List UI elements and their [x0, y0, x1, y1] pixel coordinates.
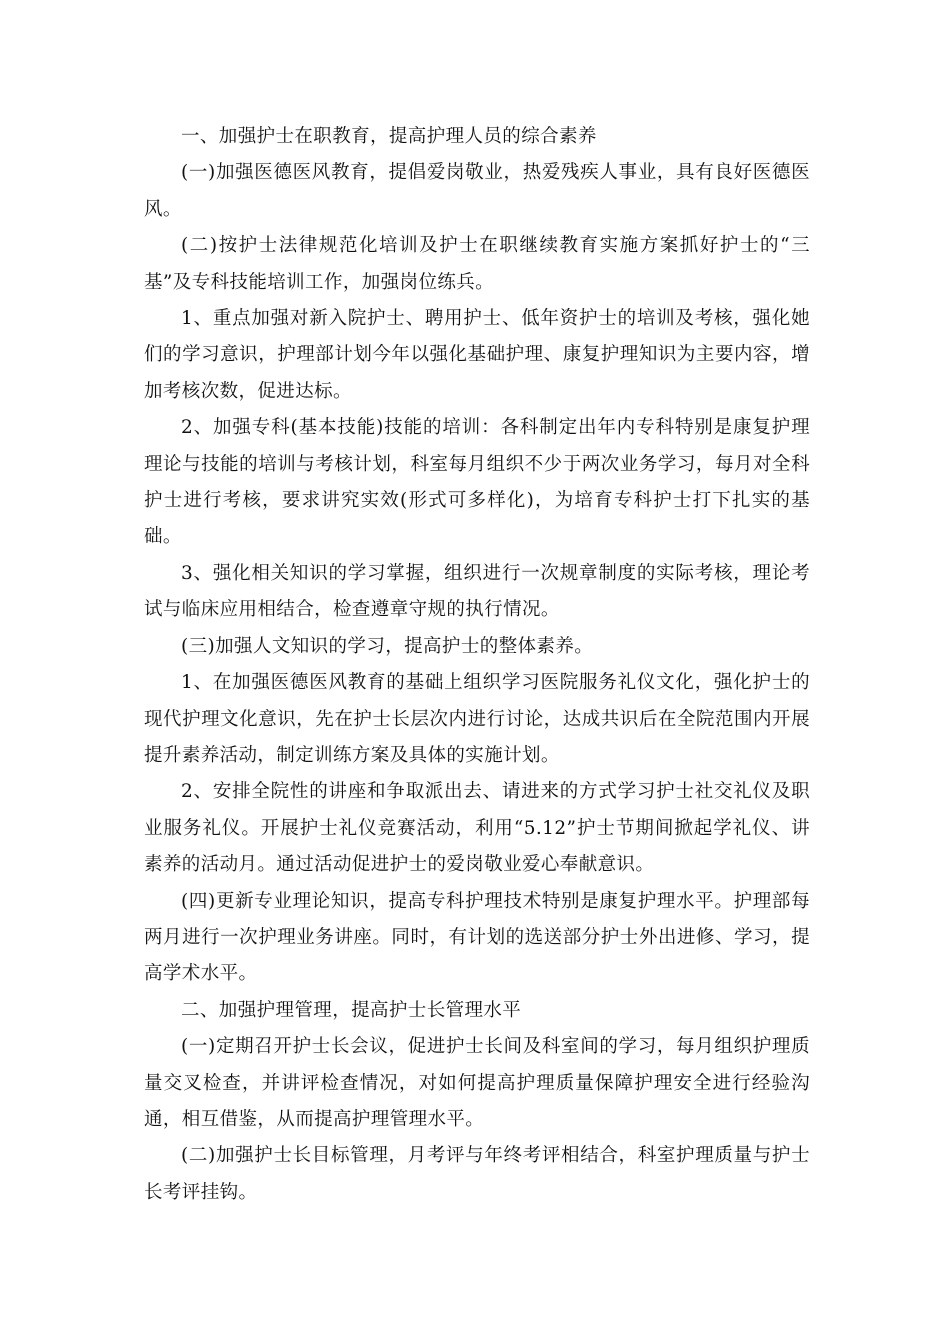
paragraph: (二)按护士法律规范化培训及护士在职继续教育实施方案抓好护士的“三基”及专科技能培训工作，加强岗位练兵。: [144, 235, 810, 293]
document-body: [144, 119, 810, 1211]
paragraph: 2、加强专科(基本技能)技能的培训：各科制定出年内专科特别是康复护理理论与技能的培训与考核计划，科室每月组织不少于两次业务学习，每月对全科护士进行考核，要求讲究实效(形式可多样化)，为培育专科护士打下扎实的基础。: [144, 417, 810, 548]
heading-section-1: 一、加强护士在职教育，提高护理人员的综合素养: [181, 126, 597, 147]
paragraph: (二)加强护士长目标管理，月考评与年终考评相结合，科室护理质量与护士长考评挂钩。: [144, 1145, 810, 1203]
paragraph: (三)加强人文知识的学习，提高护士的整体素养。: [181, 635, 594, 657]
paragraph: 1、在加强医德医风教育的基础上组织学习医院服务礼仪文化，强化护士的现代护理文化意识，先在护士长层次内进行讨论，达成共识后在全院范围内开展提升素养活动，制定训练方案及具体的实施计划。: [144, 672, 810, 766]
paragraph: (一)定期召开护士长会议，促进护士长间及科室间的学习，每月组织护理质量交叉检查，并讲评检查情况，对如何提高护理质量保障护理安全进行经验沟通，相互借鉴，从而提高护理管理水平。: [144, 1036, 810, 1130]
paragraph: 3、强化相关知识的学习掌握，组织进行一次规章制度的实际考核，理论考试与临床应用相结合，检查遵章守规的执行情况。: [144, 562, 810, 621]
paragraph: 2、安排全院性的讲座和争取派出去、请进来的方式学习护士社交礼仪及职业服务礼仪。开展护士礼仪竞赛活动，利用“5.12”护士节期间掀起学礼仪、讲素养的活动月。通过活动促进护士的爱岗敬业爱心奉献意识。: [144, 781, 810, 876]
heading-section-2: 二、加强护理管理，提高护士长管理水平: [181, 999, 522, 1021]
paragraph: (一)加强医德医风教育，提倡爱岗敬业，热爱残疾人事业，具有良好医德医风。: [144, 162, 810, 220]
paragraph: 1、重点加强对新入院护士、聘用护士、低年资护士的培训及考核，强化她们的学习意识，护理部计划今年以强化基础护理、康复护理知识为主要内容，增加考核次数，促进达标。: [144, 308, 810, 402]
paragraph: (四)更新专业理论知识，提高专科护理技术特别是康复护理水平。护理部每两月进行一次护理业务讲座。同时，有计划的选送部分护士外出进修、学习，提高学术水平。: [144, 890, 810, 985]
